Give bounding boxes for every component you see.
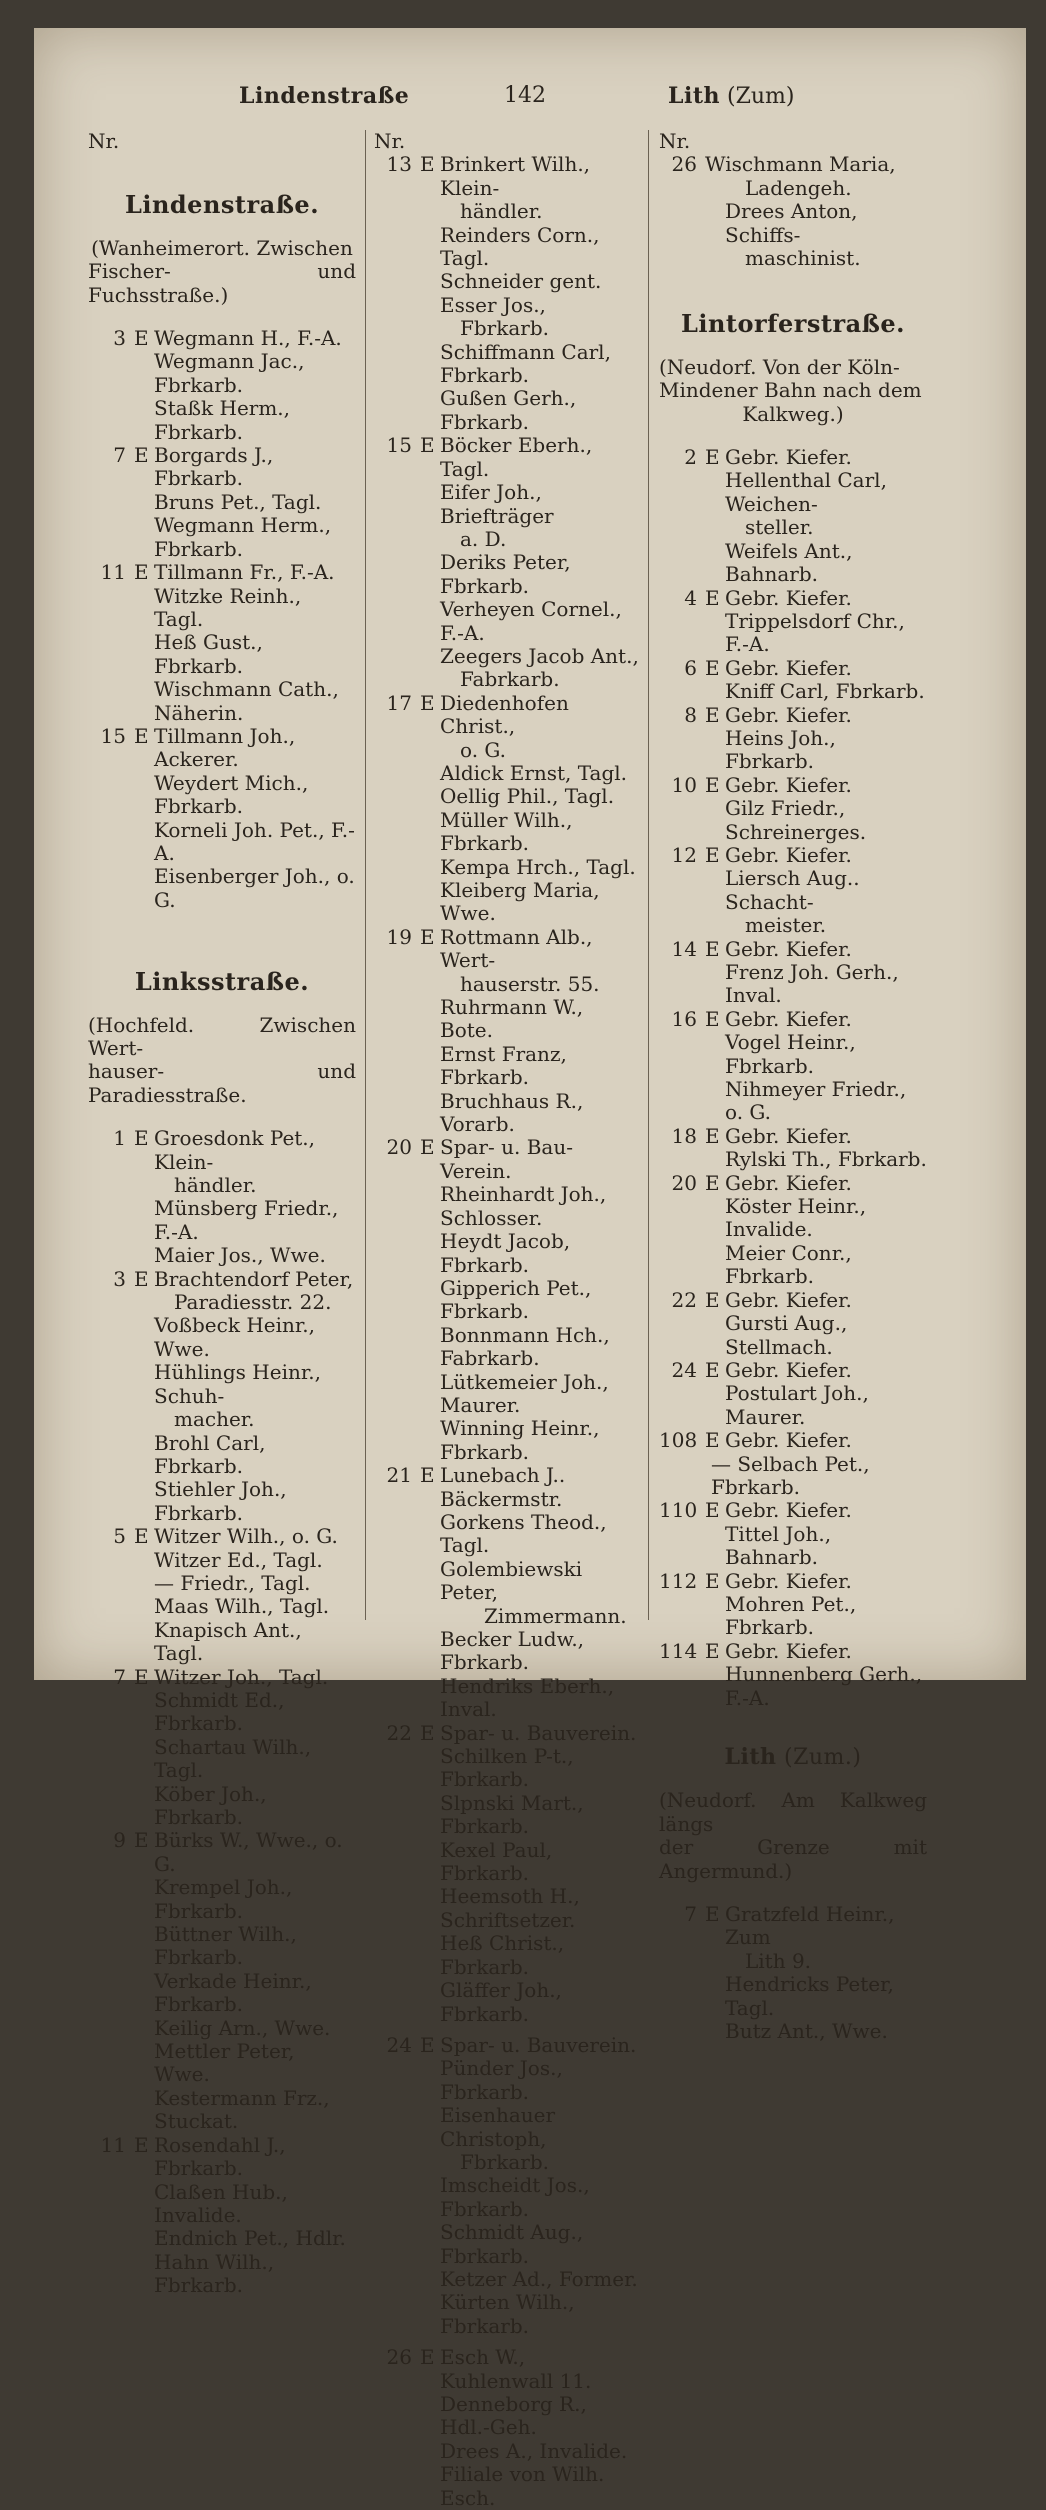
- resident-entry: Schmidt Ed., Fbrkarb.: [154, 1687, 285, 1736]
- resident-entry: Kempa Hrch., Tagl.: [440, 854, 636, 879]
- house-entry: 16 E Gebr. Kiefer.: [671, 1006, 852, 1031]
- resident-entry: Maas Wilh., Tagl.: [154, 1594, 330, 1619]
- resident-entry: Wegmann Jac., Fbrkarb.: [154, 349, 305, 397]
- column-3: [659, 130, 927, 2043]
- resident-entry: Heemsoth H., Schriftsetzer.: [440, 1884, 580, 1932]
- resident-entry: Schneider gent. Esser Jos.,: [440, 269, 602, 317]
- resident-entry: Gorkens Theod., Tagl.: [440, 1509, 607, 1558]
- house-entry: 7 E Gratzfeld Heinr., Zum: [684, 1902, 895, 1950]
- resident-entry: Kleiberg Maria, Wwe.: [440, 878, 600, 926]
- running-head-right: Lith (Zum): [668, 83, 795, 109]
- resident-entry: Zeegers Jacob Ant.,: [440, 643, 639, 668]
- resident-entry: Münsberg Friedr., F.-A.: [154, 1196, 339, 1244]
- page-number: 142: [504, 83, 546, 108]
- nr-label: Nr.: [659, 129, 691, 153]
- resident-entry: Rylski Th., Fbrkarb.: [725, 1147, 927, 1172]
- entry-continuation: händler.: [460, 199, 543, 224]
- house-entry: 9 E Bürks W., Wwe., o. G.: [113, 1828, 343, 1876]
- house-entry: 5 E Witzer Wilh., o. G.: [113, 1524, 338, 1549]
- resident-entry: Witzke Reinh., Tagl.: [154, 583, 302, 631]
- house-entry: 13 E Brinkert Wilh., Klein-: [386, 152, 591, 200]
- house-entry: 12 E Gebr. Kiefer.: [671, 842, 852, 867]
- resident-entry: Weydert Mich., Fbrkarb.: [154, 770, 309, 819]
- resident-entry: Gursti Aug., Stellmach.: [725, 1311, 848, 1359]
- resident-entry: Kestermann Frz., Stuckat.: [154, 2085, 330, 2134]
- entry-continuation: Fbrkarb.: [460, 2149, 550, 2174]
- resident-entry: Mettler Peter, Wwe.: [154, 2039, 295, 2087]
- resident-entry: Meier Conr., Fbrkarb.: [725, 1240, 852, 1289]
- resident-entry: Gußen Gerh., Fbrkarb.: [440, 386, 577, 434]
- resident-entry: Filiale von Wilh. Esch.: [440, 2462, 605, 2510]
- resident-entry: Büttner Wilh., Fbrkarb.: [154, 1922, 297, 1970]
- resident-entry: Nihmeyer Friedr., o. G.: [725, 1077, 907, 1125]
- house-entry: 24 E Gebr. Kiefer.: [671, 1357, 852, 1382]
- resident-entry: Bruchhaus R., Vorarb.: [440, 1088, 584, 1137]
- resident-entry: Hendriks Eberh., Inval.: [440, 1673, 615, 1722]
- resident-entry: Ruhrmann W., Bote.: [440, 995, 584, 1043]
- resident-entry: — Friedr., Tagl.: [154, 1570, 311, 1595]
- resident-entry: Keilig Arn., Wwe.: [154, 2015, 331, 2040]
- house-entry: 14 E Gebr. Kiefer.: [671, 936, 852, 961]
- house-entry: 110 E Gebr. Kiefer.: [659, 1498, 852, 1523]
- resident-entry: Mohren Pet., Fbrkarb.: [725, 1591, 857, 1640]
- resident-entry: Endnich Pet., Hdlr.: [154, 2226, 346, 2251]
- resident-entry: Heß Christ., Fbrkarb.: [440, 1931, 565, 1979]
- house-entry: 8 E Gebr. Kiefer.: [684, 702, 852, 727]
- street-description: (Wanheimerort. Zwischen Fischer- und Fuchsstraße.): [88, 235, 356, 307]
- resident-entry: Eisenberger Joh., o. G.: [154, 864, 355, 912]
- house-entry: 22 E Spar- u. Bauverein.: [386, 1720, 637, 1745]
- entry-continuation: Paradiesstr. 22.: [174, 1290, 332, 1315]
- resident-entry: Voßbeck Heinr., Wwe.: [154, 1313, 315, 1361]
- resident-entry: — Selbach Pet., Fbrkarb.: [711, 1451, 870, 1499]
- resident-entry: Bruns Pet., Tagl.: [154, 489, 322, 514]
- resident-entry: Schmidt Aug., Fbrkarb.: [440, 2220, 584, 2268]
- resident-entry: Brohl Carl, Fbrkarb.: [154, 1430, 266, 1478]
- entry-continuation: Fbrkarb.: [460, 316, 550, 341]
- house-entry: 10 E Gebr. Kiefer.: [671, 772, 852, 797]
- house-entry: 17 E Diedenhofen Christ.,: [386, 690, 569, 739]
- street-description: (Neudorf. Von der Köln- Mindener Bahn nach dem Kalkweg.): [659, 354, 922, 426]
- resident-entry: Köster Heinr., Invalide.: [725, 1194, 867, 1242]
- resident-entry: Schilken P-t., Fbrkarb.: [440, 1744, 574, 1792]
- house-entry: 114 E Gebr. Kiefer.: [659, 1638, 852, 1663]
- entry-continuation: macher.: [174, 1407, 255, 1432]
- running-head-left: Lindenstraße: [239, 83, 410, 109]
- resident-entry: Claßen Hub., Invalide.: [154, 2179, 288, 2227]
- nr-label: Nr.: [374, 129, 406, 153]
- resident-entry: Frenz Joh. Gerh., Inval.: [725, 960, 899, 1008]
- resident-entry: Korneli Joh. Pet., F.-A.: [154, 817, 355, 865]
- house-entry: 19 E Rottmann Alb., Wert-: [386, 924, 593, 973]
- resident-entry: Winning Heinr., Fbrkarb.: [440, 1416, 600, 1464]
- house-entry: 6 E Gebr. Kiefer.: [684, 655, 852, 680]
- resident-entry: Stiehler Joh., Fbrkarb.: [154, 1477, 287, 1525]
- resident-entry: Witzer Ed., Tagl.: [154, 1547, 323, 1572]
- resident-entry: Kürten Wilh., Fbrkarb.: [440, 2290, 575, 2338]
- resident-entry: Denneborg R., Hdl.-Geh.: [440, 2392, 587, 2440]
- entry-continuation: händler.: [174, 1173, 257, 1198]
- entry-continuation: hauserstr. 55.: [460, 971, 600, 996]
- house-entry: 3 E Brachtendorf Peter,: [113, 1266, 354, 1291]
- house-entry: 24 E Spar- u. Bauverein.: [386, 2032, 637, 2057]
- entry-continuation: maschinist.: [745, 246, 861, 271]
- column-divider-2: [648, 130, 649, 1620]
- house-entry: 11 E Tillmann Fr., F.-A.: [100, 560, 335, 585]
- house-entry: 108 E Gebr. Kiefer.: [659, 1428, 852, 1453]
- resident-entry: Gläffer Joh., Fbrkarb.: [440, 1978, 562, 2026]
- street-description: (Neudorf. Am Kalkweg längs der Grenze mit Angermund.): [659, 1788, 927, 1883]
- resident-entry: Gipperich Pet., Fbrkarb.: [440, 1275, 592, 1324]
- resident-entry: Schartau Wilh., Tagl.: [154, 1734, 312, 1783]
- resident-entry: Aldick Ernst, Tagl.: [440, 760, 628, 785]
- house-entry: 15 E Böcker Eberh., Tagl.: [386, 433, 593, 481]
- resident-entry: Krempel Joh., Fbrkarb.: [154, 1875, 293, 1923]
- resident-entry: Drees Anton, Schiffs-: [725, 199, 858, 247]
- resident-entry: Hunnenberg Gerh., F.-A.: [725, 1662, 923, 1710]
- house-entry: 26 E Esch W., Kuhlenwall 11.: [386, 2345, 592, 2393]
- resident-entry: Wegmann Herm., Fbrkarb.: [154, 513, 332, 561]
- resident-entry: Eisenhauer Christoph,: [440, 2103, 556, 2151]
- column-2: [374, 130, 642, 2510]
- entry-continuation: Lith 9.: [745, 1948, 812, 1973]
- house-entry: 112 E Gebr. Kiefer.: [659, 1568, 852, 1593]
- house-entry: 15 E Tillmann Joh., Ackerer.: [100, 723, 296, 772]
- resident-entry: Wischmann Cath., Näherin.: [154, 677, 339, 725]
- resident-entry: Golembiewski Peter,: [440, 1556, 583, 1605]
- resident-entry: Slpnski Mart., Fbrkarb.: [440, 1790, 584, 1839]
- resident-entry: Kexel Paul, Fbrkarb.: [440, 1837, 553, 1886]
- resident-entry: Pünder Jos., Fbrkarb.: [440, 2056, 563, 2104]
- resident-entry: Köber Joh., Fbrkarb.: [154, 1781, 267, 1829]
- resident-entry: Eifer Joh., Briefträger: [440, 480, 554, 528]
- house-entry: 7 E Borgards J., Fbrkarb.: [113, 443, 274, 491]
- resident-entry: Liersch Aug.. Schacht-: [725, 866, 860, 914]
- entry-continuation: a. D.: [460, 526, 507, 551]
- resident-entry: Deriks Peter, Fbrkarb.: [440, 550, 571, 598]
- house-entry: 1 E Groesdonk Pet., Klein-: [113, 1126, 316, 1174]
- resident-entry: Vogel Heinr., Fbrkarb.: [725, 1030, 856, 1078]
- house-entry: 21 E Lunebach J.. Bäckermstr.: [386, 1463, 566, 1511]
- resident-entry: Butz Ant., Wwe.: [725, 2019, 888, 2044]
- resident-entry: Tittel Joh., Bahnarb.: [725, 1521, 832, 1570]
- column-1: [88, 130, 356, 2298]
- house-entry: 11 E Rosendahl J., Fbrkarb.: [100, 2132, 286, 2181]
- resident-entry: Knapisch Ant., Tagl.: [154, 1617, 302, 1666]
- resident-entry: Bonnmann Hch., Fabrkarb.: [440, 1322, 610, 1371]
- street-title-lindenstrasse: Lindenstraße.: [124, 190, 320, 220]
- resident-entry: Oellig Phil., Tagl.: [440, 784, 615, 809]
- resident-entry: Verheyen Cornel., F.-A.: [440, 597, 622, 645]
- resident-entry: Ketzer Ad., Former.: [440, 2266, 638, 2291]
- resident-entry: Hahn Wilh., Fbrkarb.: [154, 2249, 275, 2298]
- resident-entry: Schiffmann Carl, Fbrkarb.: [440, 339, 611, 388]
- resident-entry: Postulart Joh., Maurer.: [725, 1381, 869, 1429]
- nr-label: Nr.: [88, 129, 120, 153]
- resident-entry: Hühlings Heinr., Schuh-: [154, 1360, 321, 1408]
- entry-continuation: Zimmermann.: [484, 1603, 627, 1628]
- resident-entry: Reinders Corn., Tagl.: [440, 222, 600, 271]
- column-divider-1: [365, 130, 366, 1620]
- street-title-lintorferstrasse: Lintorferstraße.: [680, 309, 906, 339]
- resident-entry: Verkade Heinr., Fbrkarb.: [154, 1968, 312, 2017]
- house-entry: 22 E Gebr. Kiefer.: [671, 1287, 852, 1312]
- resident-entry: Müller Wilh., Fbrkarb.: [440, 807, 573, 856]
- house-entry: 2 E Gebr. Kiefer.: [684, 445, 852, 470]
- entry-continuation: meister.: [745, 913, 827, 938]
- resident-entry: Hellenthal Carl, Weichen-: [725, 468, 887, 516]
- resident-entry: Kniff Carl, Fbrkarb.: [725, 679, 925, 704]
- resident-entry: Hendricks Peter, Tagl.: [725, 1972, 894, 2020]
- house-entry: 3 E Wegmann H., F.-A.: [113, 326, 342, 351]
- resident-entry: Staßk Herm., Fbrkarb.: [154, 396, 291, 444]
- resident-entry: Heß Gust., Fbrkarb.: [154, 630, 263, 678]
- street-title-lith: Lith (Zum.): [724, 1744, 862, 1770]
- resident-entry: Maier Jos., Wwe.: [154, 1243, 326, 1268]
- resident-entry: Imscheidt Jos., Fbrkarb.: [440, 2173, 590, 2221]
- house-entry: 20 E Gebr. Kiefer.: [671, 1170, 852, 1195]
- entry-continuation: Fabrkarb.: [460, 667, 560, 692]
- house-entry: 18 E Gebr. Kiefer.: [671, 1123, 852, 1148]
- street-description: (Hochfeld. Zwischen Wert- hauser- und Paradiesstraße.: [88, 1012, 356, 1107]
- resident-entry: Weifels Ant., Bahnarb.: [725, 538, 853, 587]
- resident-entry: Gilz Friedr., Schreinerges.: [725, 796, 867, 844]
- entry-continuation: o. G.: [460, 737, 507, 762]
- house-entry: 26 Wischmann Maria,: [671, 152, 896, 177]
- resident-entry: Trippelsdorf Chr., F.-A.: [725, 608, 905, 657]
- resident-entry: Drees A., Invalide.: [440, 2438, 628, 2463]
- resident-entry: Rheinhardt Joh., Schlosser.: [440, 1182, 607, 1230]
- house-entry: 4 E Gebr. Kiefer.: [684, 585, 852, 610]
- street-title-linksstrasse: Linksstraße.: [134, 967, 310, 997]
- directory-page: [34, 28, 1026, 2510]
- resident-entry: Heins Joh., Fbrkarb.: [725, 725, 836, 774]
- resident-entry: Becker Ludw., Fbrkarb.: [440, 1627, 585, 1675]
- entry-continuation: steller.: [745, 515, 814, 540]
- resident-entry: Lütkemeier Joh., Maurer.: [440, 1369, 609, 1417]
- entry-continuation: Ladengeh.: [745, 175, 852, 200]
- resident-entry: Heydt Jacob, Fbrkarb.: [440, 1229, 571, 1277]
- house-entry: 7 E Witzer Joh., Tagl.: [113, 1664, 329, 1689]
- house-entry: 20 E Spar- u. Bau-Verein.: [386, 1135, 573, 1183]
- resident-entry: Ernst Franz, Fbrkarb.: [440, 1041, 567, 1090]
